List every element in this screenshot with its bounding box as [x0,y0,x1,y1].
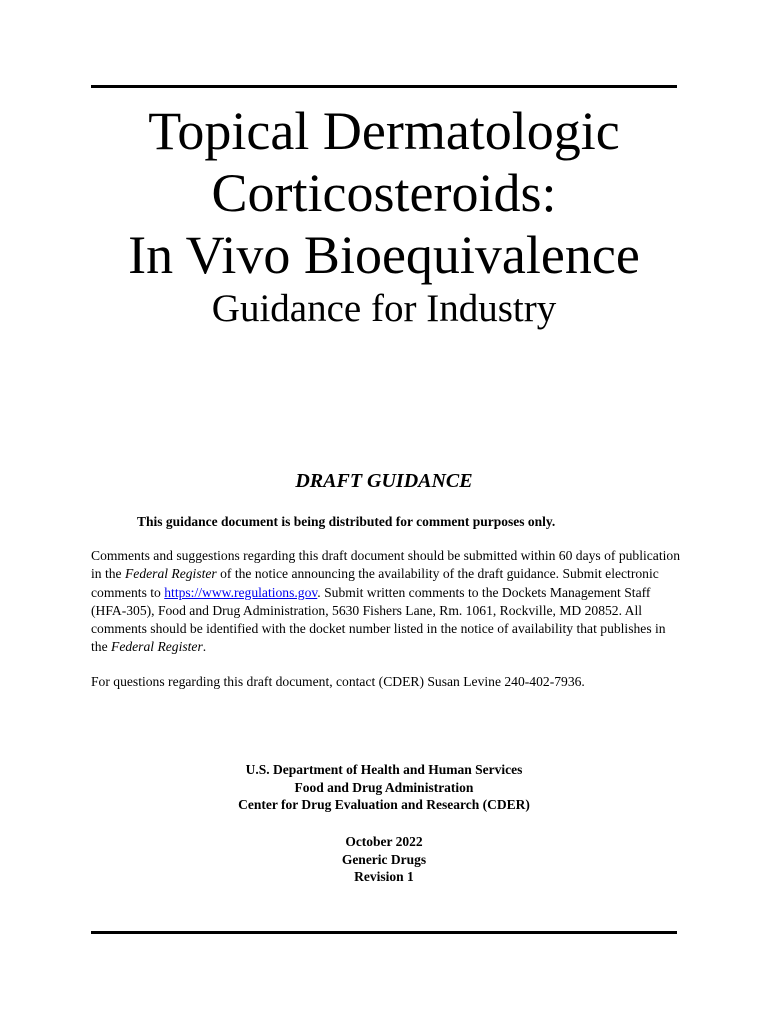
comments-paragraph [91,547,681,657]
document-title [40,100,728,332]
document-subtitle: Guidance for Industry [211,287,557,330]
comments-text-3: . Submit written comments to the Dockets Management Staff (HFA-305), Food and Drug Administration, 5630 Fishers Lane, Rm. 1061, Rockville, MD 20852. All comments should be identified with the docket number listed in the notice of availability that publishes in the [91,584,666,655]
comments-text-1: Comments and suggestions regarding this draft document should be submitted within 60 days of publication in the [91,548,680,582]
contact-paragraph: For questions regarding this draft document, contact (CDER) Susan Levine 240-402-7936. [91,674,585,689]
release-revision: Revision 1 [354,869,414,884]
comments-text-4: . [202,639,207,655]
agency-fda: Food and Drug Administration [294,779,474,795]
title-line-2: Corticosteroids: [211,163,557,223]
comment-purpose-notice: This guidance document is being distributed for comment purposes only. [137,514,556,529]
agency-department: U.S. Department of Health and Human Services [245,762,523,777]
release-block [40,833,728,886]
draft-guidance-heading: DRAFT GUIDANCE [295,470,473,492]
bottom-divider-rule [91,931,677,934]
release-date: October 2022 [345,834,423,849]
regulations-gov-link[interactable]: https://www.regulations.gov [164,584,318,600]
agency-center: Center for Drug Evaluation and Research (CDER) [238,797,530,812]
federal-register-ref-2: Federal Register [111,639,203,655]
title-line-1: Topical Dermatologic [148,101,620,161]
federal-register-ref-1: Federal Register [124,566,217,582]
release-category: Generic Drugs [341,851,427,867]
top-divider-rule [91,85,677,88]
title-line-3: In Vivo Bioequivalence [128,225,640,285]
comments-text-2: of the notice announcing the availability of the draft guidance. Submit electronic comments to [91,566,659,600]
agency-block [40,761,728,814]
